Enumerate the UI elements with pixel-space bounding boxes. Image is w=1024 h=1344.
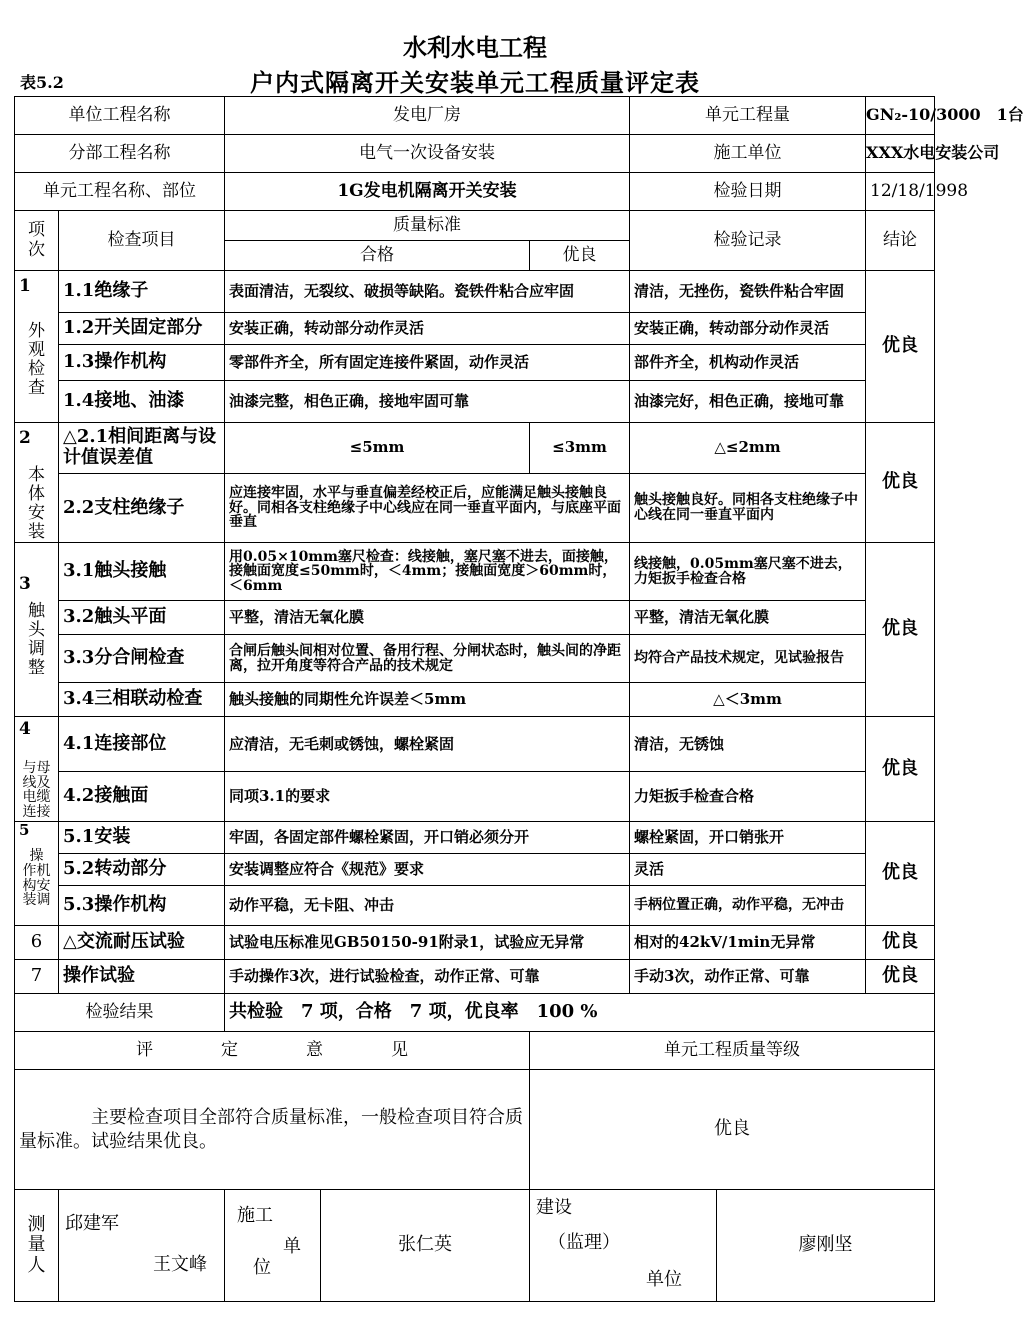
group-name: 与母 线及 电缆 连接 <box>22 760 51 821</box>
standard-text: 表面清洁，无裂纹、破损等缺陷。瓷铁件粘合应牢固 <box>225 271 630 313</box>
table-row <box>15 683 935 717</box>
check-item: 1.2开关固定部分 <box>59 313 225 345</box>
check-item: 3.3分合闸检查 <box>59 635 225 683</box>
standard-text: 同项3.1的要求 <box>225 772 630 822</box>
opinion-label: 评 定 意 见 <box>15 1032 530 1070</box>
record-header: 检验记录 <box>630 211 866 271</box>
record-text: △＜3mm <box>630 683 866 717</box>
standard-text: 安装调整应符合《规范》要求 <box>225 854 630 886</box>
qualified-header: 合格 <box>225 241 530 271</box>
standard-text: 用0.05×10mm塞尺检查：线接触，塞尺塞不进去，面接触，接触面宽度≤50mm时，＜4mm；接触面宽度＞60mm时，＜6mm <box>225 543 630 601</box>
info-row-1 <box>15 97 935 135</box>
owner-unit-label <box>530 1190 717 1302</box>
conclusion-header: 结论 <box>866 211 935 271</box>
opinion-text: 主要检查项目全部符合质量标准，一般检查项目符合质量标准。试验结果优良。 <box>15 1070 530 1190</box>
conclusion: 优良 <box>866 423 935 543</box>
group-number: 2 <box>19 428 31 448</box>
record-text: 力矩扳手检查合格 <box>630 772 866 822</box>
table-row <box>15 381 935 423</box>
record-text: 线接触，0.05mm塞尺塞不进去，力矩扳手检查合格 <box>630 543 866 601</box>
check-item: △交流耐压试验 <box>59 926 225 960</box>
quality-assessment-table <box>14 96 1024 1302</box>
group-number: 5 <box>19 821 30 840</box>
result-text: 共检验 7 项，合格 7 项，优良率 100 % <box>225 994 935 1032</box>
contractor-value: XXX水电安装公司 <box>866 135 935 173</box>
item-number: 6 <box>15 926 59 960</box>
result-row <box>15 994 935 1032</box>
unit-project-value: 发电厂房 <box>225 97 630 135</box>
record-text: 清洁，无锈蚀 <box>630 717 866 772</box>
conclusion: 优良 <box>866 271 935 423</box>
group-cell <box>15 271 59 423</box>
standard-text: 试验电压标准见GB50150-91附录1，试验应无异常 <box>225 926 630 960</box>
record-text: 手柄位置正确，动作平稳，无冲击 <box>630 886 866 926</box>
conclusion: 优良 <box>866 926 935 960</box>
table-row <box>15 423 935 474</box>
document-title: 水利水电工程 <box>403 33 547 62</box>
contractor-label: 施工单位 <box>630 135 866 173</box>
group-number: 1 <box>19 276 31 296</box>
record-text: 触头接触良好。同相各支柱绝缘子中心线在同一垂直平面内 <box>630 473 866 542</box>
table-row <box>15 635 935 683</box>
standard-text: 安装正确，转动部分动作灵活 <box>225 313 630 345</box>
standard-text: 手动操作3次，进行试验检查，动作正常、可靠 <box>225 960 630 994</box>
owner-label-b: （监理） <box>548 1231 620 1253</box>
table-number: 表5.2 <box>20 73 64 92</box>
check-item: 3.4三相联动检查 <box>59 683 225 717</box>
standard-text: 平整，清洁无氧化膜 <box>225 601 630 635</box>
result-label: 检验结果 <box>15 994 225 1032</box>
record-text: 相对的42kV/1min无异常 <box>630 926 866 960</box>
signature-row <box>15 1190 935 1302</box>
record-text: 灵活 <box>630 854 866 886</box>
unit-project-label: 单位工程名称 <box>15 97 225 135</box>
date-label: 检验日期 <box>630 173 866 211</box>
standard-text: 应连接牢固，水平与垂直偏差经校正后，应能满足触头接触良好。同相各支柱绝缘子中心线应在同一垂直平面内，与底座平面垂直 <box>225 473 630 542</box>
group-name: 触 头 调 整 <box>28 601 45 679</box>
construction-label-b: 单 <box>283 1235 301 1257</box>
check-item: 5.1安装 <box>59 822 225 854</box>
form-title: 户内式隔离开关安装单元工程质量评定表 <box>250 68 700 97</box>
group-name: 外 观 检 查 <box>28 321 45 399</box>
table-row <box>15 772 935 822</box>
record-text: 螺栓紧固，开口销张开 <box>630 822 866 854</box>
excellent-header: 优良 <box>530 241 630 271</box>
standard-text: 合闸后触头间相对位置、备用行程、分闸状态时，触头间的净距离，拉开角度等符合产品的技术规定 <box>225 635 630 683</box>
group-number: 4 <box>19 719 31 740</box>
owner-label-a: 建设 <box>536 1197 572 1219</box>
conclusion: 优良 <box>866 543 935 717</box>
group-cell <box>15 423 59 543</box>
group-cell <box>15 717 59 822</box>
standard-text: 牢固，各固定部件螺栓紧固，开口销必须分开 <box>225 822 630 854</box>
check-item: 操作试验 <box>59 960 225 994</box>
group-cell <box>15 543 59 717</box>
grade-value: 优良 <box>530 1070 935 1190</box>
check-item: 3.2触头平面 <box>59 601 225 635</box>
conclusion: 优良 <box>866 717 935 822</box>
check-item: 3.1触头接触 <box>59 543 225 601</box>
table-row <box>15 886 935 926</box>
check-item: 4.2接触面 <box>59 772 225 822</box>
table-row <box>15 717 935 772</box>
record-text: 手动3次，动作正常、可靠 <box>630 960 866 994</box>
table-row <box>15 313 935 345</box>
record-text: 平整，清洁无氧化膜 <box>630 601 866 635</box>
group-number: 3 <box>19 574 31 595</box>
excellent-value: ≤3mm <box>530 423 630 474</box>
element-label: 单元工程名称、部位 <box>15 173 225 211</box>
owner-signatory: 廖刚坚 <box>717 1190 935 1302</box>
table-row <box>15 543 935 601</box>
table-row <box>15 271 935 313</box>
check-item: 1.4接地、油漆 <box>59 381 225 423</box>
surveyor-name-1: 邱建军 <box>65 1213 119 1235</box>
record-text: 清洁，无挫伤，瓷铁件粘合牢固 <box>630 271 866 313</box>
sub-project-label: 分部工程名称 <box>15 135 225 173</box>
date-value: 12/18/1998 <box>866 173 935 211</box>
standard-text: 油漆完整，相色正确，接地牢固可靠 <box>225 381 630 423</box>
construction-label-a: 施工 <box>237 1205 273 1227</box>
standard-text: 应清洁，无毛刺或锈蚀，螺栓紧固 <box>225 717 630 772</box>
group-cell <box>15 822 59 926</box>
table-row <box>15 473 935 542</box>
item-number: 7 <box>15 960 59 994</box>
table-row <box>15 854 935 886</box>
standard-text: 触头接触的同期性允许误差＜5mm <box>225 683 630 717</box>
construction-signatory: 张仁英 <box>321 1190 530 1302</box>
element-value: 1G发电机隔离开关安装 <box>225 173 630 211</box>
unit-quantity-label: 单元工程量 <box>630 97 866 135</box>
info-row-3 <box>15 173 935 211</box>
group-name: 本 体 安 装 <box>28 465 45 543</box>
record-text: 均符合产品技术规定，见试验报告 <box>630 635 866 683</box>
table-row <box>15 822 935 854</box>
construction-unit-label <box>225 1190 321 1302</box>
qualified-value: ≤5mm <box>225 423 530 474</box>
check-item: 4.1连接部位 <box>59 717 225 772</box>
table-row <box>15 601 935 635</box>
check-item: 2.2支柱绝缘子 <box>59 473 225 542</box>
standard-text: 零部件齐全，所有固定连接件紧固，动作灵活 <box>225 345 630 381</box>
conclusion: 优良 <box>866 822 935 926</box>
standard-header: 质量标准 <box>225 211 630 241</box>
record-text: 安装正确，转动部分动作灵活 <box>630 313 866 345</box>
group-name: 操 作机 构安 装调 <box>22 848 51 909</box>
surveyor-cell <box>59 1190 225 1302</box>
standard-text: 动作平稳，无卡阻、冲击 <box>225 886 630 926</box>
check-item-header: 检查项目 <box>59 211 225 271</box>
item-no-header: 项 次 <box>15 211 59 271</box>
table-row <box>15 926 935 960</box>
surveyor-label: 测 量 人 <box>15 1190 59 1302</box>
check-item: 1.1绝缘子 <box>59 271 225 313</box>
conclusion: 优良 <box>866 960 935 994</box>
check-item: 5.2转动部分 <box>59 854 225 886</box>
table-row <box>15 345 935 381</box>
unit-quantity-value: GN₂-10/3000 1台 <box>866 97 935 135</box>
assessment-row <box>15 1070 935 1190</box>
assessment-header-row <box>15 1032 935 1070</box>
sub-project-value: 电气一次设备安装 <box>225 135 630 173</box>
construction-label-c: 位 <box>253 1256 271 1278</box>
surveyor-name-2: 王文峰 <box>153 1253 207 1275</box>
check-item: 1.3操作机构 <box>59 345 225 381</box>
info-row-2 <box>15 135 935 173</box>
check-item: △2.1相间距离与设计值误差值 <box>59 423 225 474</box>
check-item: 5.3操作机构 <box>59 886 225 926</box>
head-row-1 <box>15 211 935 241</box>
owner-label-c: 单位 <box>646 1268 682 1290</box>
table-row <box>15 960 935 994</box>
record-text: △≤2mm <box>630 423 866 474</box>
record-text: 油漆完好，相色正确，接地可靠 <box>630 381 866 423</box>
record-text: 部件齐全，机构动作灵活 <box>630 345 866 381</box>
grade-label: 单元工程质量等级 <box>530 1032 935 1070</box>
